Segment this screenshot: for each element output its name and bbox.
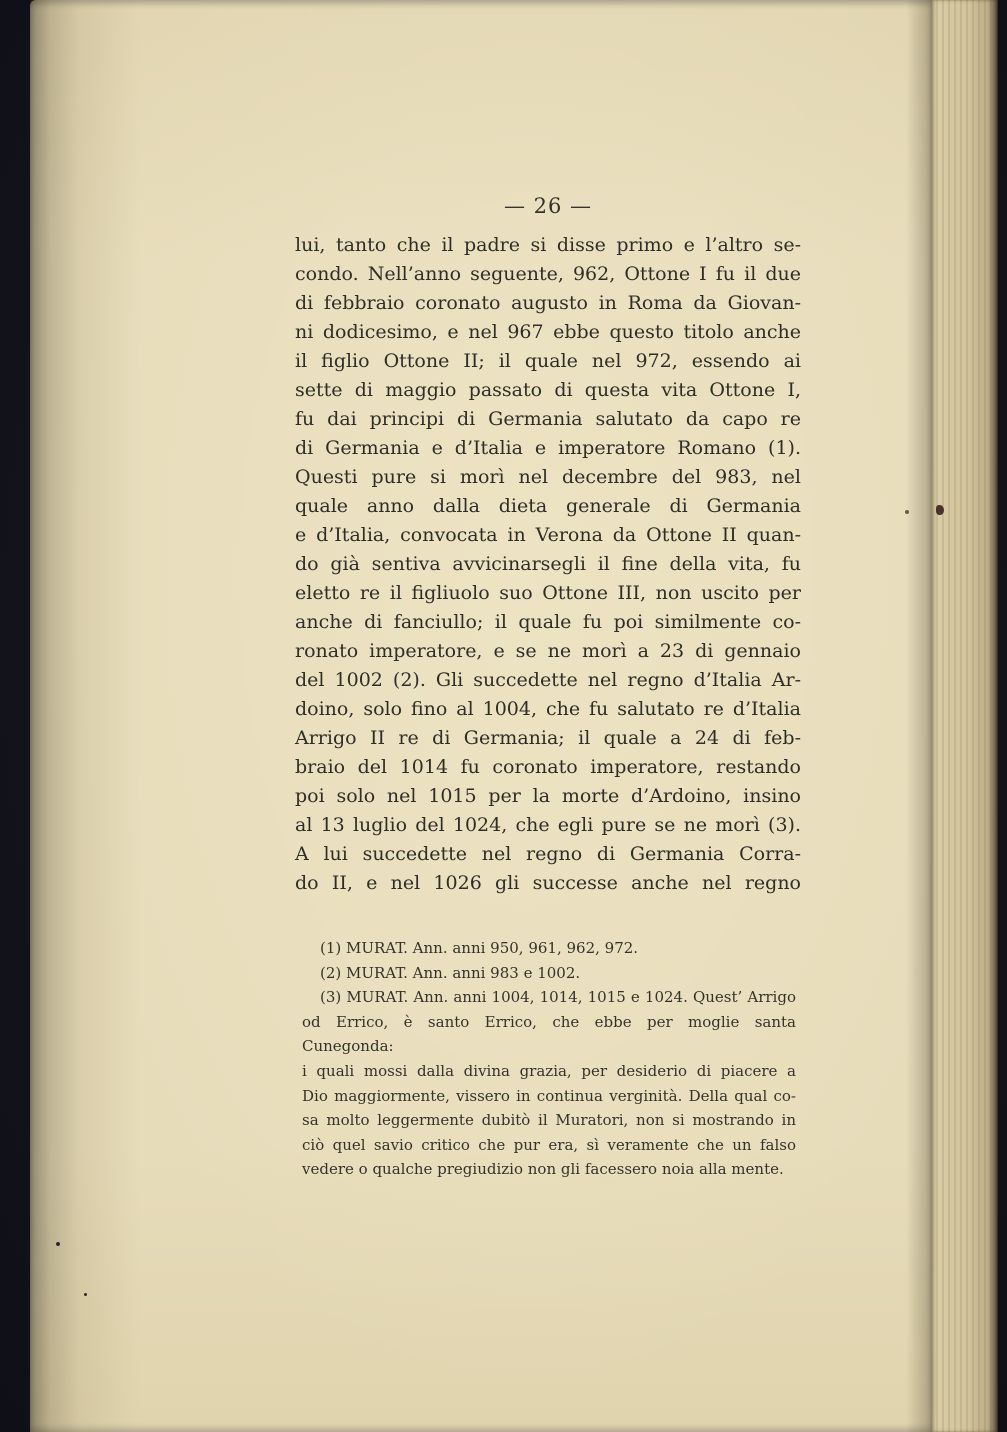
gutter-shadow [30,0,140,1432]
footnotes [302,936,796,1182]
body-text-line: quale anno dalla dieta generale di Germania [295,495,801,517]
body-text-line: di Germania e d’Italia e imperatore Romano (1). [295,437,801,459]
body-text-line: condo. Nell’anno seguente, 962, Ottone I fu il due [295,263,801,285]
footnote-line: ciò quel savio critico che pur era, sì veramente che un falso [302,1135,796,1154]
page-number: — 26 — [503,194,593,218]
footnote-3 [302,985,796,1182]
footnote-line: sa molto leggermente dubitò il Muratori, non si mostrando in [302,1111,796,1130]
body-text-line: poi solo nel 1015 per la morte d’Ardoino, insino [295,785,801,807]
footnote-line: (1) MURAT. Ann. anni 950, 961, 962, 972. [320,939,639,957]
body-text-line: do II, e nel 1026 gli successe anche nel regno [295,872,801,894]
body-text-line: fu dai principi di Germania salutato da capo re [295,408,801,430]
body-text-line: del 1002 (2). Gli succedette nel regno d’Italia Ar- [295,669,801,691]
footnote-line: od Errico, è santo Errico, che ebbe per moglie santa Cunegonda: [302,1012,796,1056]
footnote-line: (3) MURAT. Ann. anni 1004, 1014, 1015 e 1024. Quest’ Arrigo [320,988,796,1007]
next-page-edge [930,0,998,1432]
body-text-line: il figlio Ottone II; il quale nel 972, essendo ai [295,350,801,372]
body-text-line: Arrigo II re di Germania; il quale a 24 di feb- [295,727,801,749]
body-text-line: eletto re il figliuolo suo Ottone III, non uscito per [295,582,801,604]
body-text-line: Questi pure si morì nel decembre del 983, nel [295,466,801,488]
body-text-line: ronato imperatore, e se ne morì a 23 di gennaio [295,640,801,662]
body-text-line: do già sentiva avvicinarsegli il fine della vita, fu [295,553,801,575]
body-text [295,231,801,898]
body-text-line: e d’Italia, convocata in Verona da Ottone II quan- [295,524,801,546]
body-text-line: braio del 1014 fu coronato imperatore, restando [295,756,801,778]
body-text-line: sette di maggio passato di questa vita Ottone I, [295,379,801,401]
footnote-1 [302,936,796,961]
footnote-line: vedere o qualche pregiudizio non gli facessero noia alla mente. [302,1160,784,1179]
body-text-line: anche di fanciullo; il quale fu poi similmente co- [295,611,801,633]
footnote-2 [302,961,796,986]
body-text-line: doino, solo fino al 1004, che fu salutato re d’Italia [295,698,801,720]
body-text-line: lui, tanto che il padre si disse primo e l’altro se- [295,234,801,256]
body-text-line: ni dodicesimo, e nel 967 ebbe questo titolo anche [295,321,801,343]
page-right-shadow [906,0,932,1432]
footnote-line: Dio maggiormente, vissero in continua verginità. Della qual co- [302,1086,796,1105]
body-text-line: di febbraio coronato augusto in Roma da Giovan- [295,292,801,314]
footnote-line: (2) MURAT. Ann. anni 983 e 1002. [320,963,581,982]
body-text-line: A lui succedette nel regno di Germania Corra- [295,843,801,865]
book-page [30,0,932,1432]
body-text-line: al 13 luglio del 1024, che egli pure se ne morì (3). [295,814,801,836]
footnote-line: i quali mossi dalla divina grazia, per desiderio di piacere a [302,1061,796,1080]
